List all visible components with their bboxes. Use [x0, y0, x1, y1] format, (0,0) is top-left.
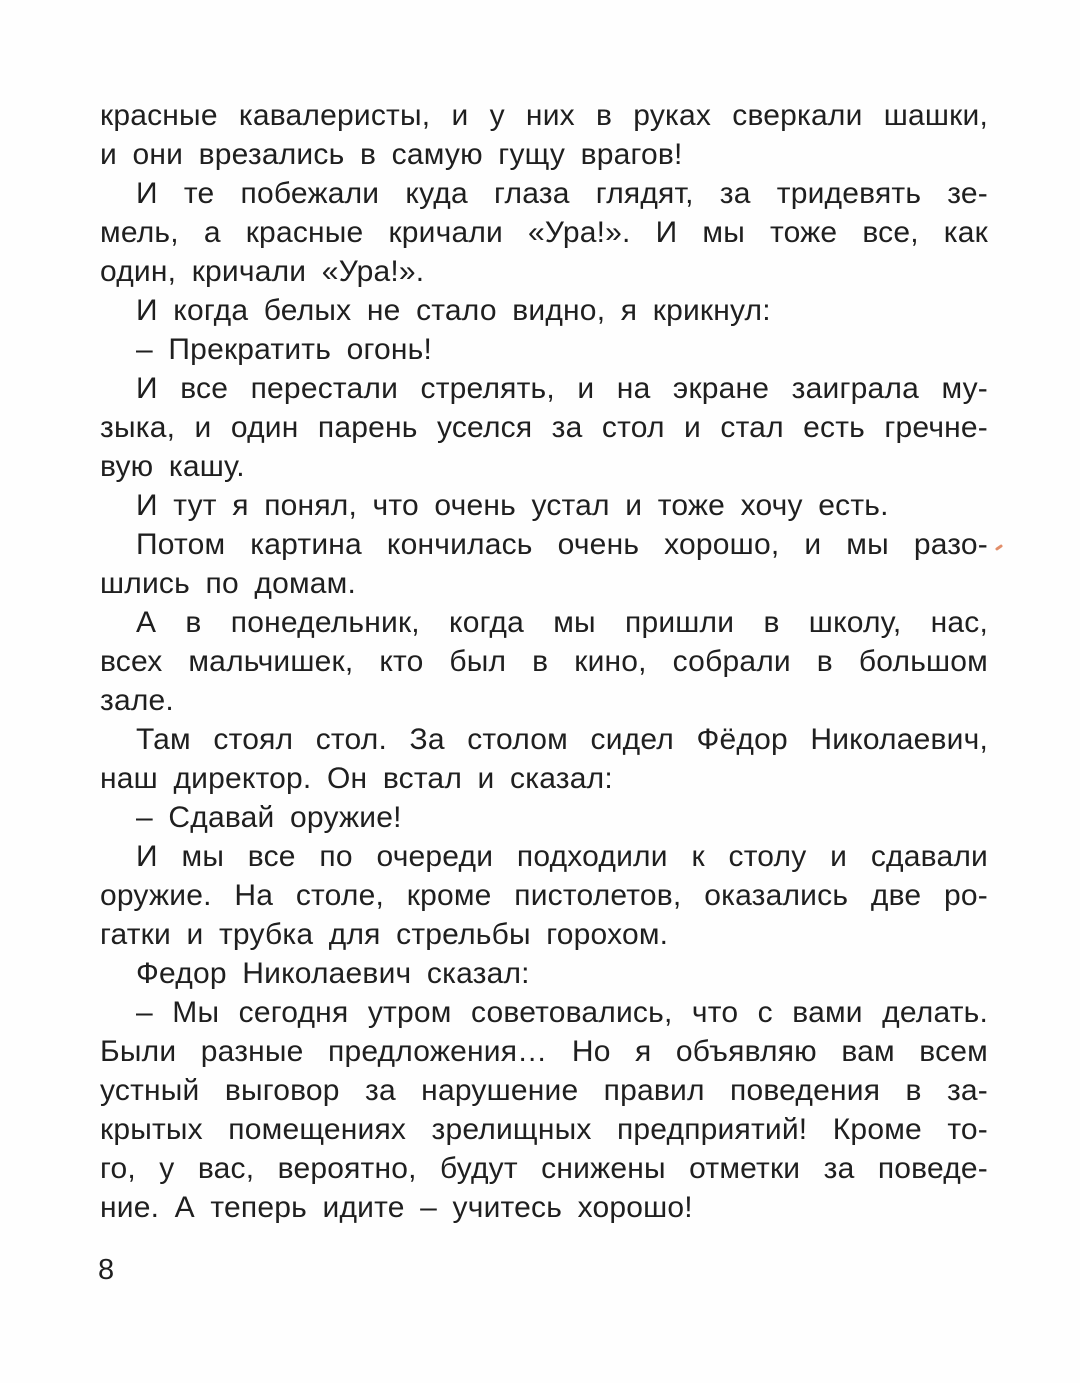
- paragraph: [100, 174, 988, 291]
- page-number: 8: [98, 1254, 115, 1286]
- text-line: наш директор. Он встал и сказал:: [100, 762, 613, 795]
- paragraph: [100, 837, 988, 954]
- text-line: И те побежали куда глаза глядят, за тридевять зе-: [136, 177, 988, 210]
- text-line: – Сдавай оружие!: [136, 801, 402, 834]
- paragraph: [100, 369, 988, 486]
- text-line: – Прекратить огонь!: [136, 333, 432, 366]
- text-line: – Мы сегодня утром советовались, что с вами делать.: [136, 996, 988, 1029]
- paragraph: [100, 525, 988, 603]
- text-line: Федор Николаевич сказал:: [136, 957, 530, 990]
- text-line: оружие. На столе, кроме пистолетов, оказались две ро-: [100, 879, 988, 912]
- text-line: А в понедельник, когда мы пришли в школу, нас,: [136, 606, 988, 639]
- text-line: И все перестали стрелять, и на экране заиграла му-: [136, 372, 988, 405]
- text-line: крытых помещениях зрелищных предприятий! Кроме то-: [100, 1113, 988, 1146]
- text-block: [100, 96, 988, 1227]
- text-line: устный выговор за нарушение правил поведения в за-: [100, 1074, 988, 1107]
- text-line: и они врезались в самую гущу врагов!: [100, 138, 683, 171]
- text-line: красные кавалеристы, и у них в руках сверкали шашки,: [100, 99, 988, 132]
- text-line: гатки и трубка для стрельбы горохом.: [100, 918, 669, 951]
- text-line: го, у вас, вероятно, будут снижены отметки за поведе-: [100, 1152, 988, 1185]
- paragraph: [100, 798, 988, 837]
- text-line: И когда белых не стало видно, я крикнул:: [136, 294, 771, 327]
- text-line: ние. А теперь идите – учитесь хорошо!: [100, 1191, 693, 1224]
- text-line: шлись по домам.: [100, 567, 357, 600]
- text-line: И мы все по очереди подходили к столу и сдавали: [136, 840, 988, 873]
- text-line: всех мальчишек, кто был в кино, собрали в большом: [100, 645, 988, 678]
- text-line: вую кашу.: [100, 450, 245, 483]
- paragraph: [100, 291, 988, 330]
- text-line: Потом картина кончилась очень хорошо, и мы разо-: [136, 528, 988, 561]
- paragraph: [100, 993, 988, 1227]
- paragraph: [100, 96, 988, 174]
- paragraph: [100, 330, 988, 369]
- text-line: мель, а красные кричали «Ура!». И мы тоже все, как: [100, 216, 988, 249]
- paragraph: [100, 603, 988, 720]
- text-line: зале.: [100, 684, 174, 717]
- text-line: Там стоял стол. За столом сидел Фёдор Николаевич,: [136, 723, 988, 756]
- paragraph: [100, 720, 988, 798]
- text-line: И тут я понял, что очень устал и тоже хочу есть.: [136, 489, 889, 522]
- paragraph: [100, 954, 988, 993]
- paragraph: [100, 486, 988, 525]
- text-line: один, кричали «Ура!».: [100, 255, 425, 288]
- scan-speck: [995, 544, 1003, 551]
- text-line: зыка, и один парень уселся за стол и стал есть гречне-: [100, 411, 988, 444]
- text-line: Были разные предложения… Но я объявляю вам всем: [100, 1035, 988, 1068]
